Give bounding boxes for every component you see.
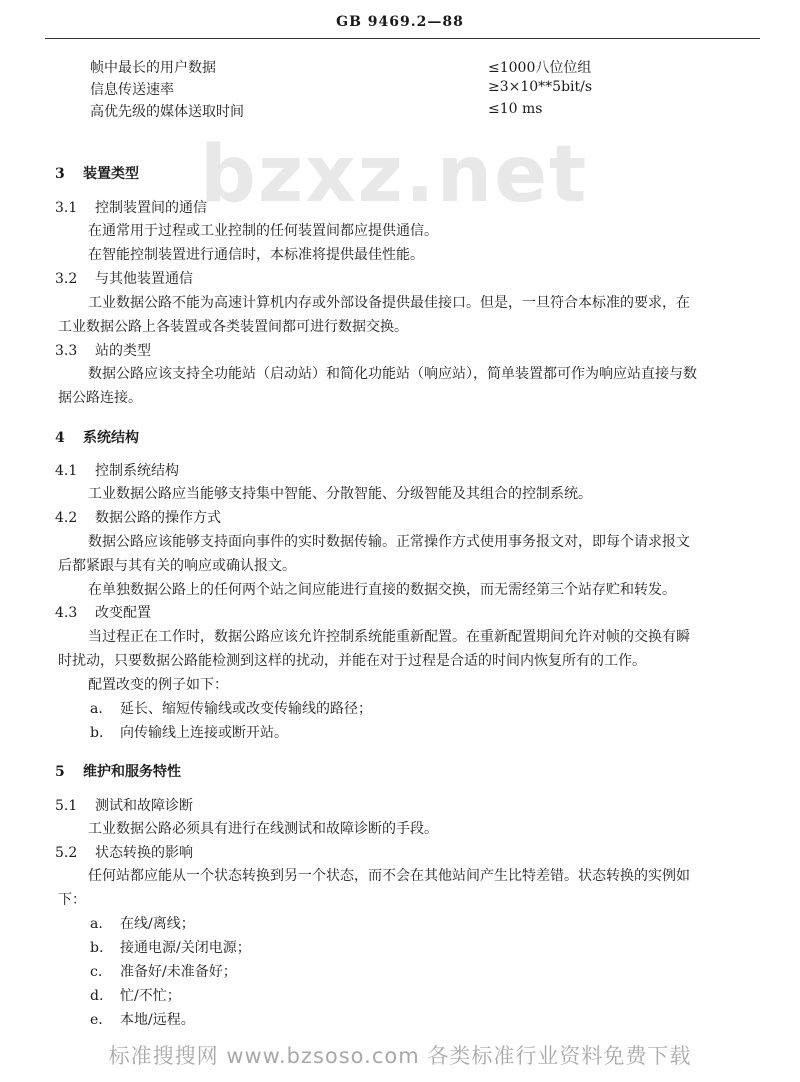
list-item [90,937,251,957]
list-item-text: 延长、缩短传输线或改变传输线的路径； [120,701,372,717]
list-item-label: c. [90,964,103,980]
list-item-text: 接通电源/关闭电源； [120,940,251,956]
header-rule [45,38,760,39]
section-4-3-heading [55,602,151,622]
list-item [90,913,195,933]
list-item [90,985,181,1005]
subsection-title: 数据公路的操作方式 [95,510,221,526]
section-number: 4 [55,430,65,446]
list-item-label: e. [90,1012,103,1028]
spec-value-2: ≥3×10**5bit/s [488,79,593,95]
paragraph: 在通常用于过程或工业控制的任何装置间都应提供通信。 [88,223,438,239]
subsection-number: 5.2 [55,845,78,861]
subsection-title: 控制系统结构 [95,463,179,479]
paragraph: 配置改变的例子如下： [88,677,228,693]
list-item-text: 准备好/未准备好； [120,964,237,980]
list-item-text: 在线/离线； [120,916,195,932]
list-item [90,1009,195,1029]
paragraph: 数据公路应该能够支持面向事件的实时数据传输。正常操作方式使用事务报文对，即每个请求报文 [88,534,690,550]
paragraph-continued: 后都紧跟与其有关的响应或确认报文。 [58,558,296,574]
section-number: 5 [55,764,65,780]
list-item [90,698,372,718]
section-4-1-heading [55,460,179,480]
subsection-title: 改变配置 [95,605,151,621]
footer-watermark: 标准搜搜网 www.bzsoso.com 各类标准行业资料免费下载 [108,1044,692,1068]
list-item-label: a. [90,701,103,717]
spec-value-3: ≤10 ms [488,101,543,117]
subsection-number: 3.2 [55,271,78,287]
section-title: 维护和服务特性 [83,764,181,780]
subsection-number: 4.2 [55,510,78,526]
list-item-label: b. [90,940,104,956]
paragraph: 任何站都应能从一个状态转换到另一个状态，而不会在其他站间产生比特差错。状态转换的实例如 [88,868,690,884]
paragraph-continued: 下： [58,892,86,908]
subsection-number: 3.1 [55,200,78,216]
list-item-text: 向传输线上连接或断开站。 [120,725,288,741]
spec-value-1: ≤1000八位位组 [488,60,592,76]
page-header: GB 9469.2—88 [336,14,464,30]
subsection-number: 3.3 [55,343,78,359]
paragraph: 在智能控制装置进行通信时，本标准将提供最佳性能。 [88,247,424,263]
list-item-text: 忙/不忙； [120,988,181,1004]
subsection-title: 与其他装置通信 [95,271,193,287]
paragraph: 工业数据公路应当能够支持集中智能、分散智能、分级智能及其组合的控制系统。 [88,486,592,502]
paragraph: 工业数据公路不能为高速计算机内存或外部设备提供最佳接口。但是，一旦符合本标准的要求，在 [88,295,690,311]
section-5-heading [55,761,181,781]
watermark: bzxz.net [200,130,589,220]
section-number: 3 [55,166,65,182]
paragraph-continued: 工业数据公路上各装置或各类装置间都可进行数据交换。 [58,319,408,335]
section-title: 装置类型 [83,166,139,182]
section-5-2-heading [55,842,193,862]
list-item-text: 本地/远程。 [120,1012,195,1028]
subsection-number: 4.1 [55,463,78,479]
subsection-title: 站的类型 [95,343,151,359]
paragraph: 当过程正在工作时，数据公路应该允许控制系统能重新配置。在重新配置期间允许对帧的交换有瞬 [88,629,690,645]
paragraph-continued: 据公路连接。 [58,390,142,406]
section-3-3-heading [55,340,151,360]
subsection-title: 测试和故障诊断 [95,798,193,814]
section-3-2-heading [55,268,193,288]
list-item [90,722,288,742]
spec-label-1: 帧中最长的用户数据 [90,60,216,76]
section-3-1-heading [55,197,207,217]
subsection-title: 状态转换的影响 [95,845,193,861]
paragraph: 在单独数据公路上的任何两个站之间应能进行直接的数据交换，而无需经第三个站存贮和转发。 [88,582,676,598]
section-3-heading [55,163,139,183]
list-item-label: b. [90,725,104,741]
section-title: 系统结构 [83,430,139,446]
subsection-number: 4.3 [55,605,78,621]
spec-label-3: 高优先级的媒体送取时间 [90,104,244,120]
subsection-title: 控制装置间的通信 [95,200,207,216]
spec-label-2: 信息传送速率 [90,82,174,98]
section-4-2-heading [55,507,221,527]
paragraph: 工业数据公路必须具有进行在线测试和故障诊断的手段。 [88,821,438,837]
list-item-label: d. [90,988,104,1004]
section-4-heading [55,427,139,447]
paragraph: 数据公路应该支持全功能站（启动站）和简化功能站（响应站），简单装置都可作为响应站直接与数 [88,366,697,382]
subsection-number: 5.1 [55,798,78,814]
paragraph-continued: 时扰动，只要数据公路能检测到这样的扰动，并能在对于过程是合适的时间内恢复所有的工作。 [58,653,646,669]
list-item-label: a. [90,916,103,932]
list-item [90,961,237,981]
section-5-1-heading [55,795,193,815]
